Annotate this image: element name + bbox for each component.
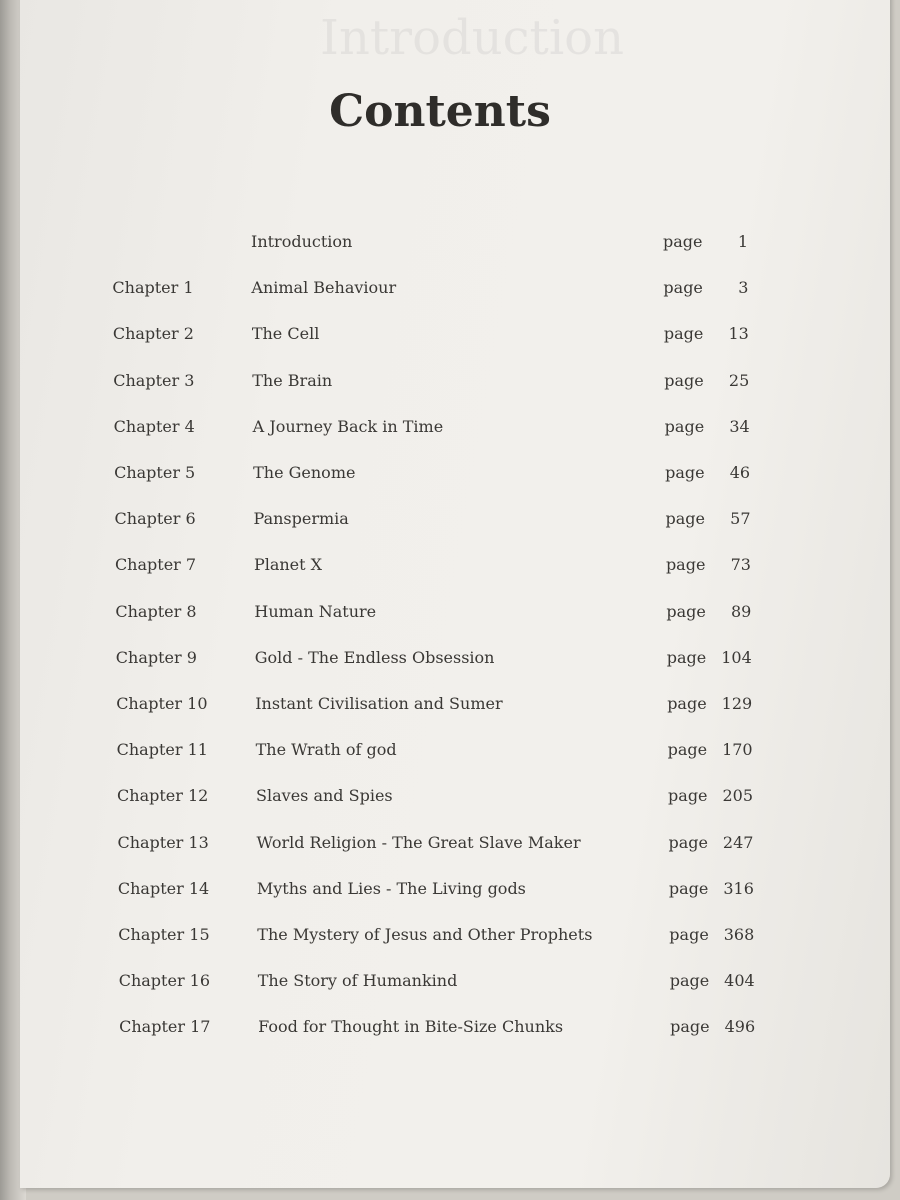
chapter-label: Chapter 4 <box>113 416 195 436</box>
chapter-label: Chapter 3 <box>113 370 195 390</box>
chapter-label: Chapter 7 <box>114 555 197 575</box>
chapter-label: Chapter 11 <box>116 740 208 760</box>
chapter-label: Chapter 14 <box>117 878 210 898</box>
chapter-label: Chapter 5 <box>114 463 196 482</box>
page-number: 170 <box>722 740 753 760</box>
toc-entry <box>0 324 900 352</box>
page-number: 247 <box>722 832 754 852</box>
chapter-label: Chapter 8 <box>115 601 197 621</box>
toc-entry <box>0 509 900 537</box>
chapter-label: Chapter 17 <box>119 1017 211 1037</box>
page-number: 89 <box>731 601 752 621</box>
toc-entry <box>0 694 900 722</box>
page-label: page <box>669 971 710 991</box>
page-number: 46 <box>729 463 751 482</box>
chapter-label: Chapter 9 <box>115 647 197 667</box>
chapter-title: Myths and Lies - The Living gods <box>256 878 526 898</box>
chapter-title: World Religion - The Great Slave Maker <box>256 832 581 852</box>
toc-entry <box>0 602 900 630</box>
chapter-title: Instant Civilisation and Sumer <box>255 694 503 713</box>
toc-entry <box>0 417 900 445</box>
page-number: 57 <box>730 509 751 529</box>
chapter-title: The Mystery of Jesus and Other Prophets <box>257 925 593 944</box>
page-label: page <box>664 416 705 436</box>
page-number: 25 <box>728 370 750 390</box>
chapter-title: Introduction <box>251 232 353 251</box>
page-number: 104 <box>721 647 752 667</box>
page-number: 129 <box>721 694 753 713</box>
page-label: page <box>667 740 708 760</box>
chapter-title: Gold - The Endless Obsession <box>254 647 495 667</box>
page-number: 205 <box>722 786 754 806</box>
chapter-title: A Journey Back in Time <box>252 416 444 436</box>
show-through-heading: Introduction <box>320 10 624 66</box>
chapter-title: The Story of Humankind <box>257 971 458 991</box>
page-number: 368 <box>723 925 755 944</box>
chapter-label: Chapter 13 <box>117 832 209 852</box>
toc-entry <box>0 879 900 907</box>
chapter-title: The Genome <box>253 463 356 482</box>
toc-entry <box>0 278 900 306</box>
toc-entry <box>0 925 900 953</box>
page-label: page <box>665 463 705 482</box>
page-label: page <box>665 509 706 529</box>
chapter-title: Human Nature <box>254 601 377 621</box>
chapter-title: The Brain <box>252 370 333 390</box>
page-label: page <box>667 694 707 713</box>
page-label: page <box>669 925 709 944</box>
page-label: page <box>664 370 704 390</box>
page-number: 1 <box>737 232 748 251</box>
page-label: page <box>666 647 707 667</box>
chapter-label: Chapter 16 <box>118 971 211 991</box>
page-number: 404 <box>724 971 755 991</box>
chapter-title: The Wrath of god <box>255 740 397 760</box>
chapter-label: Chapter 10 <box>116 694 208 713</box>
chapter-title: The Cell <box>251 324 320 344</box>
toc-entry <box>0 463 900 491</box>
toc-entry <box>0 1017 900 1045</box>
page-number: 13 <box>728 324 749 344</box>
page-label: page <box>663 278 703 298</box>
toc-entry <box>0 740 900 768</box>
page-number: 496 <box>724 1017 756 1037</box>
page-label: page <box>663 324 704 344</box>
toc-entry <box>0 371 900 399</box>
toc-entry <box>0 555 900 583</box>
toc-entry <box>0 648 900 676</box>
page-label: page <box>668 832 708 852</box>
page-label: page <box>665 555 706 575</box>
chapter-label: Chapter 6 <box>114 509 196 529</box>
chapter-title: Panspermia <box>253 509 349 529</box>
page-label: page <box>663 232 703 251</box>
chapter-label: Chapter 2 <box>112 324 194 344</box>
chapter-title: Animal Behaviour <box>251 278 397 298</box>
chapter-label: Chapter 12 <box>117 786 209 806</box>
toc-entry <box>0 786 900 814</box>
toc-entry <box>0 971 900 999</box>
chapter-title: Slaves and Spies <box>256 786 393 806</box>
page-number: 3 <box>738 278 749 298</box>
page-label: page <box>668 878 709 898</box>
chapter-title: Planet X <box>253 555 323 575</box>
page-number: 73 <box>730 555 751 575</box>
toc-entry <box>0 232 900 260</box>
page-label: page <box>670 1017 710 1037</box>
page-label: page <box>666 601 706 621</box>
chapter-label: Chapter 15 <box>118 925 210 944</box>
page-label: page <box>668 786 708 806</box>
chapter-label: Chapter 1 <box>112 278 194 298</box>
page-title: Contents <box>329 86 551 137</box>
page-number: 316 <box>723 878 754 898</box>
page-number: 34 <box>729 416 750 436</box>
chapter-title: Food for Thought in Bite-Size Chunks <box>258 1017 564 1037</box>
toc-entry <box>0 833 900 861</box>
